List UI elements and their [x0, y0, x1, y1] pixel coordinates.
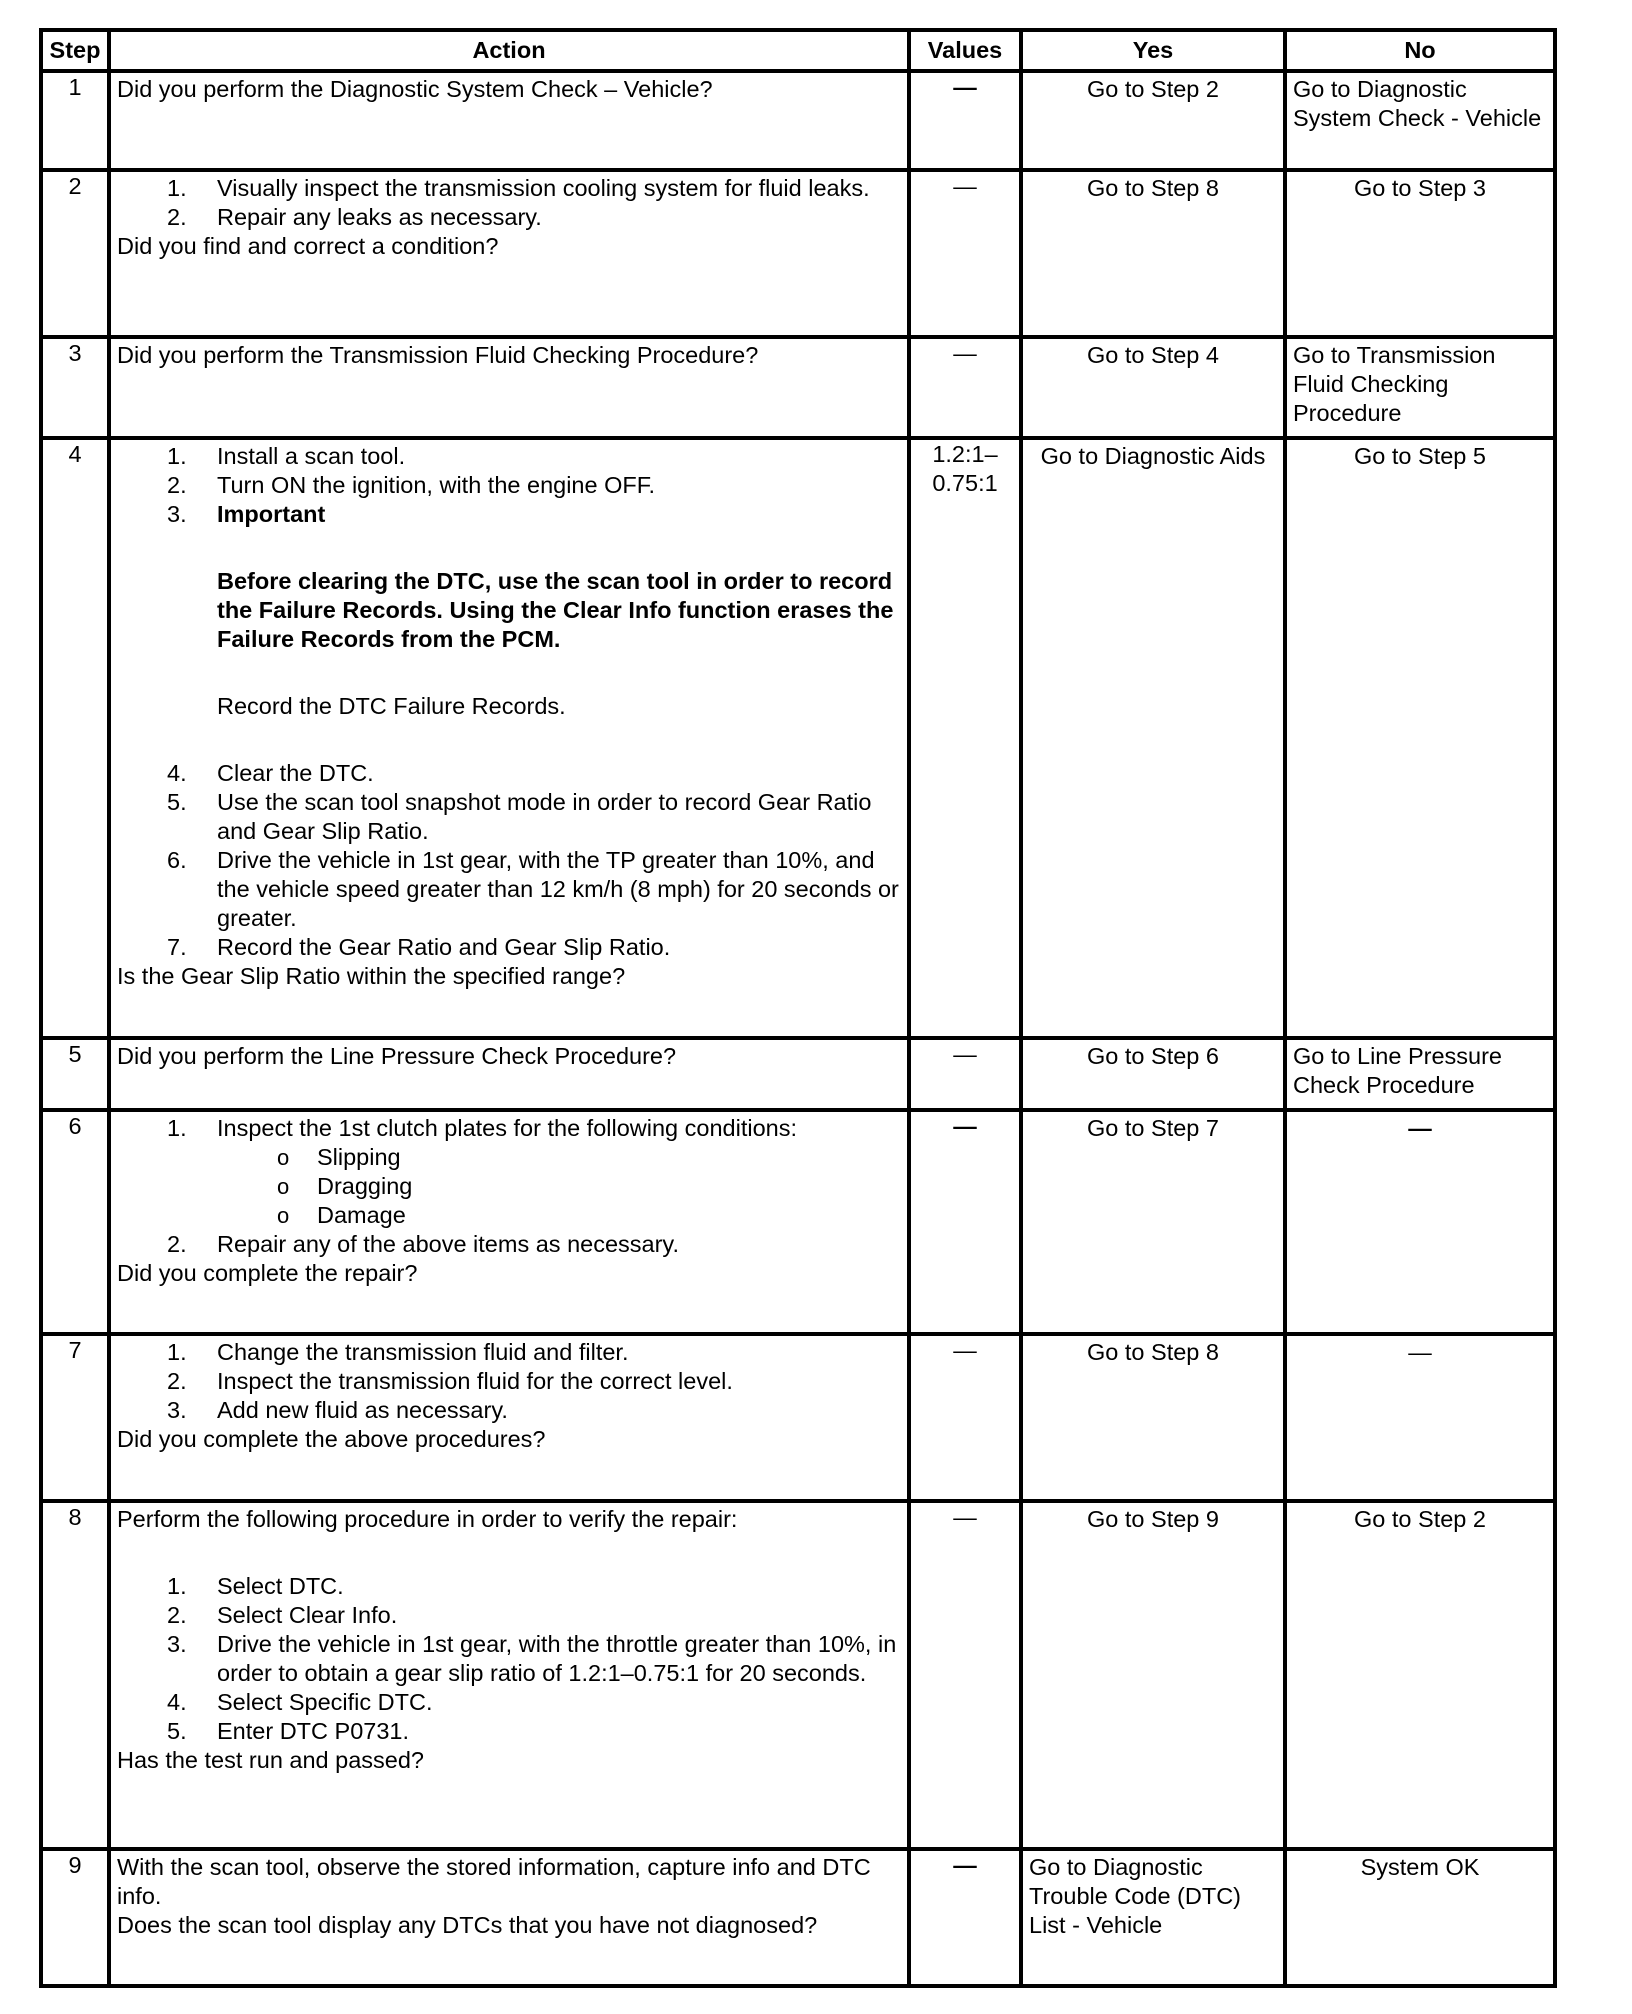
list-number: 2.	[167, 1602, 187, 1628]
no-cell	[1285, 1334, 1555, 1501]
value-text: —	[953, 1504, 977, 1530]
no-link[interactable]: Go to Step 3	[1354, 175, 1486, 201]
list-text: Inspect the transmission fluid for the correct level.	[217, 1368, 733, 1394]
value-text: 1.2:1–0.75:1	[932, 441, 998, 496]
value-text: —	[953, 173, 977, 199]
list-number: 2.	[167, 204, 187, 230]
step-number: 5	[41, 1038, 109, 1110]
yes-link[interactable]: Go to Step 9	[1087, 1506, 1219, 1532]
no-cell	[1285, 337, 1555, 438]
no-cell	[1285, 1110, 1555, 1334]
diagnostic-table	[39, 28, 1557, 1988]
action-cell	[109, 1110, 909, 1334]
list-number: 2.	[167, 472, 187, 498]
list-text: Turn ON the ignition, with the engine OFF.	[217, 472, 656, 498]
yes-cell	[1021, 337, 1285, 438]
action-cell	[109, 1501, 909, 1849]
table-row-step-8	[41, 1501, 1555, 1849]
value-cell	[909, 170, 1021, 337]
list-number: 1.	[167, 175, 187, 201]
step-number: 9	[41, 1849, 109, 1986]
action-question: Has the test run and passed?	[117, 1747, 425, 1773]
list-text: Repair any of the above items as necessary.	[217, 1231, 679, 1257]
yes-link[interactable]: Go to Diagnostic Aids	[1040, 443, 1266, 469]
no-cell	[1285, 170, 1555, 337]
important-label: Important	[217, 501, 326, 527]
header-no: No	[1285, 30, 1555, 71]
action-cell	[109, 1849, 909, 1986]
no-link[interactable]: Go to Diagnostic System Check - Vehicle	[1293, 76, 1542, 131]
list-text: Change the transmission fluid and filter.	[217, 1339, 629, 1365]
value-cell	[909, 1501, 1021, 1849]
yes-link[interactable]: Go to Step 6	[1087, 1043, 1219, 1069]
yes-cell	[1021, 1038, 1285, 1110]
action-list	[117, 1230, 901, 1259]
action-list	[117, 174, 901, 232]
no-cell	[1285, 438, 1555, 1038]
sub-list-item	[117, 1143, 901, 1172]
bullet-icon: o	[277, 1174, 290, 1199]
no-cell	[1285, 71, 1555, 170]
no-result: System OK	[1360, 1854, 1480, 1880]
list-item	[117, 1230, 901, 1259]
action-question: Is the Gear Slip Ratio within the specified range?	[117, 963, 626, 989]
no-cell	[1285, 1849, 1555, 1986]
step-number: 4	[41, 438, 109, 1038]
action-list	[117, 1114, 901, 1143]
yes-cell	[1021, 1849, 1285, 1986]
no-link: —	[1408, 1115, 1432, 1141]
value-cell	[909, 1038, 1021, 1110]
no-link[interactable]: Go to Step 2	[1354, 1506, 1486, 1532]
list-item	[117, 1114, 901, 1143]
yes-link[interactable]: Go to Step 8	[1087, 175, 1219, 201]
yes-cell	[1021, 1334, 1285, 1501]
yes-cell	[1021, 170, 1285, 337]
list-text: Damage	[317, 1202, 406, 1228]
table-row-step-7	[41, 1334, 1555, 1501]
list-number: 3.	[167, 1397, 187, 1423]
list-number: 7.	[167, 934, 187, 960]
action-question: Did you complete the above procedures?	[117, 1426, 546, 1452]
action-cell	[109, 71, 909, 170]
list-text: Slipping	[317, 1144, 401, 1170]
value-text: —	[953, 74, 977, 100]
sub-list	[117, 1143, 901, 1230]
no-cell	[1285, 1038, 1555, 1110]
no-link[interactable]: Go to Step 5	[1354, 443, 1486, 469]
step-number: 3	[41, 337, 109, 438]
value-text: —	[953, 1337, 977, 1363]
action-cell	[109, 1334, 909, 1501]
action-cell	[109, 337, 909, 438]
yes-cell	[1021, 71, 1285, 170]
list-text: Record the Gear Ratio and Gear Slip Ratio.	[217, 934, 671, 960]
important-note: Before clearing the DTC, use the scan tool in order to record the Failure Records. Using the Clear Info function erases the Failure Records from the PCM.	[217, 568, 894, 652]
list-item	[117, 933, 901, 962]
sub-list-item	[117, 1201, 901, 1230]
diagnostic-table-container	[39, 28, 1557, 1988]
yes-cell	[1021, 1501, 1285, 1849]
header-row	[41, 30, 1555, 71]
action-intro: Perform the following procedure in order to verify the repair:	[117, 1506, 738, 1532]
table-row-step-4	[41, 438, 1555, 1038]
list-item	[117, 203, 901, 232]
step-number: 2	[41, 170, 109, 337]
value-cell	[909, 1110, 1021, 1334]
action-cell	[109, 170, 909, 337]
list-item	[117, 1367, 901, 1396]
header-yes: Yes	[1021, 30, 1285, 71]
value-cell	[909, 1849, 1021, 1986]
action-list	[117, 1338, 901, 1425]
list-text: Select Clear Info.	[217, 1602, 398, 1628]
list-text: Clear the DTC.	[217, 760, 374, 786]
action-intro: With the scan tool, observe the stored information, capture info and DTC info.	[117, 1854, 871, 1909]
list-item	[117, 500, 901, 759]
table-row-step-1	[41, 71, 1555, 170]
value-text: —	[953, 1041, 977, 1067]
header-action: Action	[109, 30, 909, 71]
list-text: Drive the vehicle in 1st gear, with the TP greater than 10%, and the vehicle speed greater than 12 km/h (8 mph) for 20 seconds or greater.	[217, 847, 899, 931]
action-question: Did you perform the Line Pressure Check Procedure?	[117, 1043, 677, 1069]
yes-link[interactable]: Go to Step 7	[1087, 1115, 1219, 1141]
list-item	[117, 442, 901, 471]
list-item	[117, 1572, 901, 1601]
yes-cell	[1021, 438, 1285, 1038]
list-text: Drive the vehicle in 1st gear, with the throttle greater than 10%, in order to obtain a gear slip ratio of 1.2:1–0.75:1 for 20 seconds.	[217, 1631, 897, 1686]
header-step: Step	[41, 30, 109, 71]
yes-link[interactable]: Go to Step 8	[1087, 1339, 1219, 1365]
yes-link[interactable]: Go to Step 4	[1087, 342, 1219, 368]
list-number: 1.	[167, 1115, 187, 1141]
list-text: Repair any leaks as necessary.	[217, 204, 542, 230]
table-row-step-2	[41, 170, 1555, 337]
value-cell	[909, 337, 1021, 438]
no-link[interactable]: Go to Transmission Fluid Checking Procedure	[1293, 342, 1496, 426]
list-item	[117, 471, 901, 500]
action-cell	[109, 1038, 909, 1110]
action-list	[117, 442, 901, 962]
list-item	[117, 788, 901, 846]
list-item	[117, 759, 901, 788]
list-item	[117, 846, 901, 933]
value-text: —	[953, 1113, 977, 1139]
action-question: Did you complete the repair?	[117, 1260, 418, 1286]
list-item	[117, 1396, 901, 1425]
list-text: Install a scan tool.	[217, 443, 406, 469]
step-number: 8	[41, 1501, 109, 1849]
bullet-icon: o	[277, 1203, 290, 1228]
list-item	[117, 1688, 901, 1717]
list-number: 5.	[167, 789, 187, 815]
list-item	[117, 1717, 901, 1746]
list-item	[117, 1630, 901, 1688]
no-link[interactable]: Go to Line Pressure Check Procedure	[1293, 1043, 1502, 1098]
no-cell	[1285, 1501, 1555, 1849]
sub-list-item	[117, 1172, 901, 1201]
list-text: Add new fluid as necessary.	[217, 1397, 508, 1423]
list-number: 1.	[167, 1573, 187, 1599]
value-cell	[909, 71, 1021, 170]
list-text: Select Specific DTC.	[217, 1689, 433, 1715]
list-text: Select DTC.	[217, 1573, 344, 1599]
table-row-step-9	[41, 1849, 1555, 1986]
value-text: —	[953, 1852, 977, 1878]
list-text: Record the DTC Failure Records.	[217, 693, 566, 719]
list-text: Inspect the 1st clutch plates for the following conditions:	[217, 1115, 797, 1141]
list-number: 4.	[167, 760, 187, 786]
action-question: Did you perform the Diagnostic System Check – Vehicle?	[117, 76, 713, 102]
yes-link[interactable]: Go to Diagnostic Trouble Code (DTC) List - Vehicle	[1029, 1854, 1241, 1938]
list-number: 6.	[167, 847, 187, 873]
step-number: 1	[41, 71, 109, 170]
list-number: 3.	[167, 1631, 187, 1657]
header-values: Values	[909, 30, 1021, 71]
list-number: 1.	[167, 443, 187, 469]
list-text: Enter DTC P0731.	[217, 1718, 410, 1744]
value-cell	[909, 1334, 1021, 1501]
list-text: Visually inspect the transmission cooling system for fluid leaks.	[217, 175, 870, 201]
list-number: 4.	[167, 1689, 187, 1715]
table-row-step-3	[41, 337, 1555, 438]
value-cell	[909, 438, 1021, 1038]
list-number: 2.	[167, 1231, 187, 1257]
value-text: —	[953, 340, 977, 366]
list-number: 1.	[167, 1339, 187, 1365]
list-item	[117, 1338, 901, 1367]
list-number: 3.	[167, 501, 187, 527]
yes-cell	[1021, 1110, 1285, 1334]
list-item	[117, 174, 901, 203]
action-cell	[109, 438, 909, 1038]
list-text: Dragging	[317, 1173, 413, 1199]
list-text: Use the scan tool snapshot mode in order to record Gear Ratio and Gear Slip Ratio.	[217, 789, 872, 844]
table-row-step-6	[41, 1110, 1555, 1334]
step-number: 7	[41, 1334, 109, 1501]
no-link: —	[1408, 1339, 1432, 1365]
list-number: 5.	[167, 1718, 187, 1744]
list-item	[117, 1601, 901, 1630]
action-question: Did you perform the Transmission Fluid Checking Procedure?	[117, 342, 759, 368]
action-question: Did you find and correct a condition?	[117, 233, 499, 259]
action-list	[117, 1572, 901, 1746]
step-number: 6	[41, 1110, 109, 1334]
bullet-icon: o	[277, 1145, 290, 1170]
list-number: 2.	[167, 1368, 187, 1394]
table-row-step-5	[41, 1038, 1555, 1110]
action-question: Does the scan tool display any DTCs that you have not diagnosed?	[117, 1912, 818, 1938]
yes-link[interactable]: Go to Step 2	[1087, 76, 1219, 102]
